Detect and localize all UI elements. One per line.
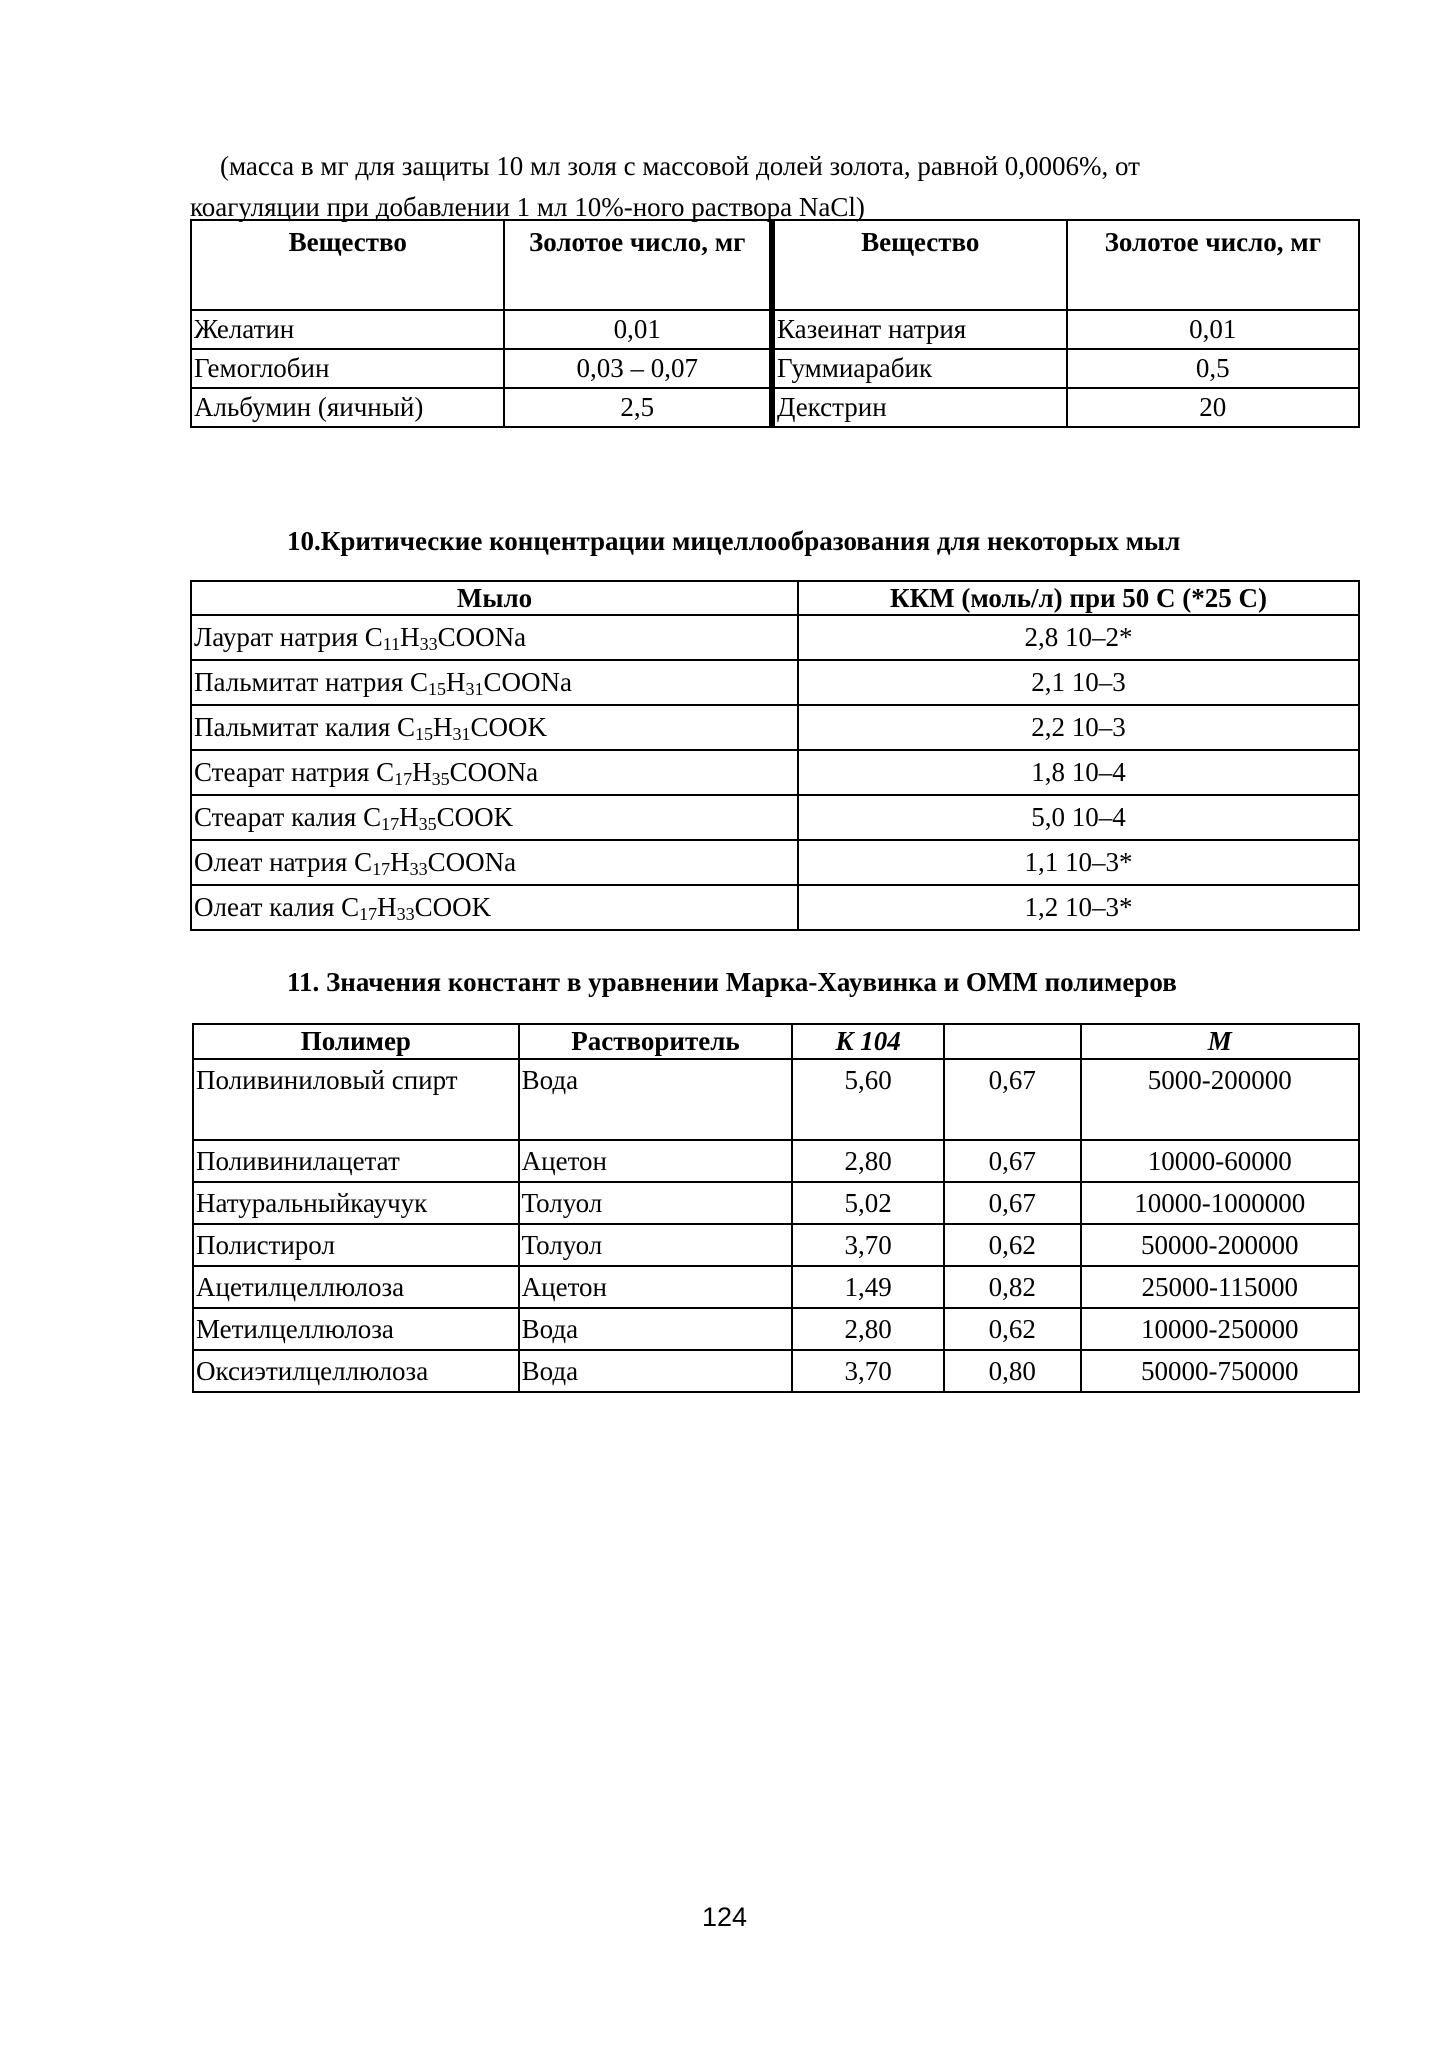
formula-part: H [412,757,432,787]
formula-part: C [376,757,395,787]
formula-part: C [397,712,416,742]
polymer-cell: Натуральныйкаучук [193,1182,519,1224]
header-cmc: ККМ (моль/л) при 50 С (*25 С) [798,581,1359,615]
polymer-cell: Поливинилацетат [193,1140,519,1182]
header-solvent: Растворитель [519,1024,793,1059]
alpha-value-cell: 0,67 [944,1140,1081,1182]
table-row [191,349,1359,388]
formula-part: COONa [437,622,527,652]
table-row [191,840,1359,885]
soap-cell [191,795,798,840]
header-gold-number: Золотое число, мг [504,220,771,310]
formula-part: C [363,802,382,832]
soap-name: Олеат калия [194,892,342,922]
table-row [191,705,1359,750]
k-value-cell: 1,49 [792,1266,944,1308]
substance-cell: Желатин [191,310,504,349]
soap-cell [191,750,798,795]
substance-cell: Казеинат натрия [772,310,1067,349]
section-11-title: 11. Значения констант в уравнении Марка-Хаувинка и ОММ полимеров [287,967,1177,997]
alpha-value-cell: 0,82 [944,1266,1081,1308]
k-value-cell: 5,02 [792,1182,944,1224]
gold-number-cell: 0,01 [504,310,771,349]
header-soap: Мыло [191,581,798,615]
solvent-cell: Ацетон [519,1140,793,1182]
header-gold-number: Золотое число, мг [1067,220,1359,310]
solvent-cell: Толуол [519,1224,793,1266]
page-number: 124 [701,1902,748,1932]
alpha-value-cell: 0,62 [944,1224,1081,1266]
alpha-value-cell: 0,80 [944,1350,1081,1392]
formula-subscript: 11 [382,634,401,654]
soap-cell [191,660,798,705]
section-10-title: 10.Критические концентрации мицеллообразования для некоторых мыл [287,526,1181,556]
formula-subscript: 33 [396,904,415,924]
formula-subscript: 31 [465,679,484,699]
formula-part: COOK [414,892,492,922]
formula-part: H [446,667,466,697]
table-row [193,1266,1359,1308]
molar-mass-cell: 10000-250000 [1081,1308,1359,1350]
gold-number-cell: 2,5 [504,388,771,427]
formula-subscript: 17 [381,814,400,834]
table-row [191,750,1359,795]
formula-part: H [400,622,420,652]
formula-subscript: 17 [359,904,378,924]
header-k: K 104 [792,1024,944,1059]
table-row [193,1350,1359,1392]
table-header-row [191,220,1359,310]
table-row [193,1059,1359,1140]
caption-line-2: коагуляции при добавлении 1 мл 10%-ного раствора NaCl) [190,192,865,222]
cmc-value-cell: 1,2 10–3* [798,885,1359,930]
formula-subscript: 17 [372,859,391,879]
molar-mass-cell: 10000-60000 [1081,1140,1359,1182]
solvent-cell: Вода [519,1059,793,1140]
formula-part: C [410,667,429,697]
mark-houwink-table [192,1023,1360,1393]
table-row [191,615,1359,660]
formula-subscript: 33 [419,634,438,654]
formula-part: COONa [449,757,539,787]
formula-part: COOK [436,802,514,832]
table-caption [190,146,1350,228]
formula-subscript: 33 [409,859,428,879]
soap-cell [191,885,798,930]
k-value-cell: 3,70 [792,1224,944,1266]
formula-subscript: 31 [452,724,471,744]
soap-name: Стеарат калия [194,802,364,832]
k-value-cell: 2,80 [792,1308,944,1350]
table-row [191,885,1359,930]
formula-part: H [399,802,419,832]
soap-cell [191,615,798,660]
cmc-value-cell: 2,8 10–2* [798,615,1359,660]
formula-subscript: 35 [431,769,450,789]
table-row [193,1308,1359,1350]
formula-part: COONa [483,667,573,697]
polymer-cell: Полистирол [193,1224,519,1266]
soap-name: Пальмитат натрия [194,667,410,697]
table-row [191,310,1359,349]
solvent-cell: Толуол [519,1182,793,1224]
cmc-value-cell: 1,8 10–4 [798,750,1359,795]
cmc-value-cell: 2,1 10–3 [798,660,1359,705]
formula-part: C [354,847,373,877]
formula-subscript: 17 [394,769,413,789]
molar-mass-cell: 10000-1000000 [1081,1182,1359,1224]
cmc-value-cell: 5,0 10–4 [798,795,1359,840]
molar-mass-cell: 25000-115000 [1081,1266,1359,1308]
formula-subscript: 15 [428,679,447,699]
alpha-value-cell: 0,67 [944,1059,1081,1140]
soap-name: Пальмитат калия [194,712,398,742]
polymer-cell: Поливиниловый спирт [193,1059,519,1140]
k-value-cell: 3,70 [792,1350,944,1392]
table-row [193,1182,1359,1224]
soap-name: Лаурат натрия [194,622,365,652]
formula-subscript: 15 [415,724,434,744]
header-m: M [1081,1024,1359,1059]
molar-mass-cell: 5000-200000 [1081,1059,1359,1140]
substance-cell: Декстрин [772,388,1067,427]
formula-part: COONa [427,847,517,877]
solvent-cell: Ацетон [519,1266,793,1308]
table-row [193,1140,1359,1182]
header-polymer: Полимер [193,1024,519,1059]
alpha-value-cell: 0,62 [944,1308,1081,1350]
solvent-cell: Вода [519,1350,793,1392]
table-row [191,795,1359,840]
cmc-table [190,580,1360,931]
table-header-row [193,1024,1359,1059]
substance-cell: Гуммиарабик [772,349,1067,388]
molar-mass-cell: 50000-750000 [1081,1350,1359,1392]
gold-number-cell: 20 [1067,388,1359,427]
table-row [191,660,1359,705]
formula-part: H [433,712,453,742]
formula-part: C [341,892,360,922]
k-value-cell: 5,60 [792,1059,944,1140]
gold-number-cell: 0,03 – 0,07 [504,349,771,388]
table-header-row [191,581,1359,615]
table-row [193,1224,1359,1266]
cmc-value-cell: 1,1 10–3* [798,840,1359,885]
molar-mass-cell: 50000-200000 [1081,1224,1359,1266]
table-row [191,388,1359,427]
polymer-cell: Оксиэтилцеллюлоза [193,1350,519,1392]
formula-part: C [364,622,383,652]
substance-cell: Альбумин (яичный) [191,388,504,427]
substance-cell: Гемоглобин [191,349,504,388]
alpha-value-cell: 0,67 [944,1182,1081,1224]
soap-name: Олеат натрия [194,847,355,877]
formula-subscript: 35 [418,814,437,834]
gold-number-cell: 0,01 [1067,310,1359,349]
soap-name: Стеарат натрия [194,757,377,787]
gold-number-cell: 0,5 [1067,349,1359,388]
polymer-cell: Ацетилцеллюлоза [193,1266,519,1308]
cmc-value-cell: 2,2 10–3 [798,705,1359,750]
formula-part: COOK [470,712,548,742]
soap-cell [191,840,798,885]
polymer-cell: Метилцеллюлоза [193,1308,519,1350]
header-substance: Вещество [191,220,504,310]
formula-part: H [390,847,410,877]
header-substance: Вещество [772,220,1067,310]
caption-line-1: (масса в мг для защиты 10 мл золя с массовой долей золота, равной 0,0006%, от [220,151,1140,181]
formula-part: H [377,892,397,922]
k-value-cell: 2,80 [792,1140,944,1182]
gold-number-table [190,219,1360,428]
solvent-cell: Вода [519,1308,793,1350]
header-alpha [944,1024,1081,1059]
soap-cell [191,705,798,750]
